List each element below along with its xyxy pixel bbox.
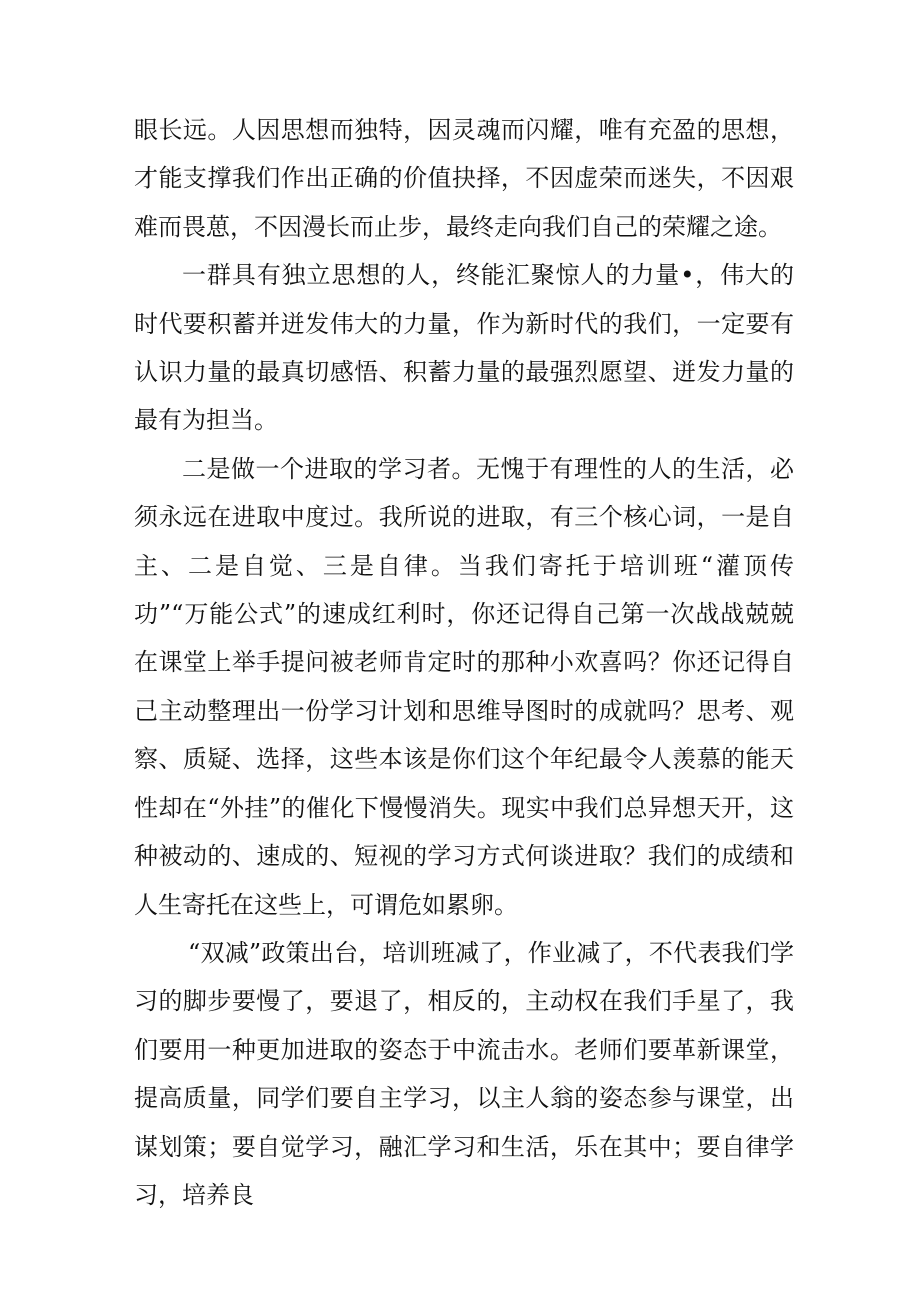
document-body [134, 106, 794, 1219]
paragraph-3: 二是做一个进取的学习者。无愧于有理性的人的生活，必须永远在进取中度过。我所说的进取，有三个核心词，一是自主、二是自觉、三是自律。当我们寄托于培训班“灌顶传功”“万能公式”的速成红利时，你还记得自己第一次战战兢兢在课堂上举手提问被老师肯定时的那种小欢喜吗？你还记得自己主动整理出一份学习计划和思维导图时的成就吗？思考、观察、质疑、选择，这些本该是你们这个年纪最令人羡慕的能天性却在“外挂”的催化下慢慢消失。现实中我们总异想天开，这种被动的、速成的、短视的学习方式何谈进取？我们的成绩和人生寄托在这些上，可谓危如累卵。 [134, 454, 794, 919]
paragraph-1: 眼长远。人因思想而独特，因灵魂而闪耀，唯有充盈的思想，才能支撑我们作出正确的价值抉择，不因虚荣而迷失，不因艰难而畏葸，不因漫长而止步，最终走向我们自己的荣耀之途。 [134, 116, 794, 241]
paragraph-4: “双减”政策出台，培训班减了，作业减了，不代表我们学习的脚步要慢了，要退了，相反的，主动权在我们手星了，我们要用一种更加进取的姿态于中流击水。老师们要革新课堂，提高质量，同学们要自主学习，以主人翁的姿态参与课堂，出谋划策；要自觉学习，融汇学习和生活，乐在其中；要自律学习，培养良 [134, 938, 794, 1209]
paragraph-2: 一群具有独立思想的人，终能汇聚惊人的力量•，伟大的时代要积蓄并迸发伟大的力量，作为新时代的我们，一定要有认识力量的最真切感悟、积蓄力量的最强烈愿望、迸发力量的最有为担当。 [134, 261, 794, 435]
